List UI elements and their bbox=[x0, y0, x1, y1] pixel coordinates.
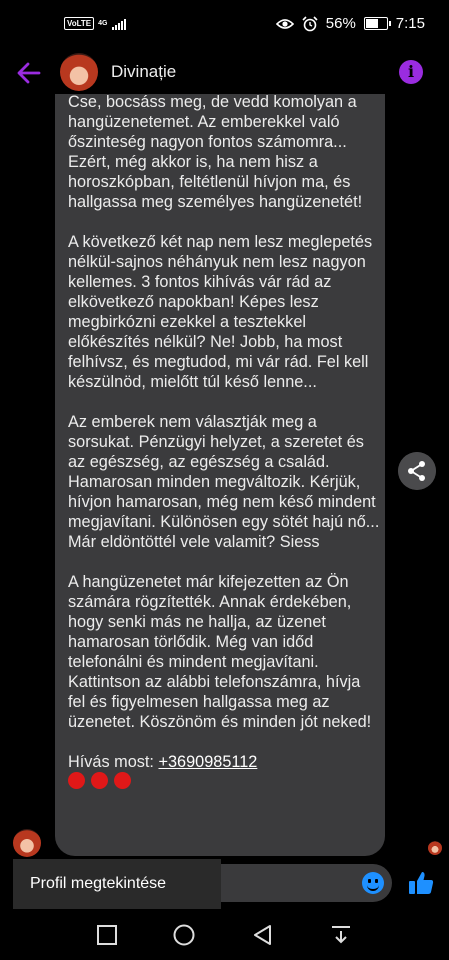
network-type: 4G bbox=[98, 20, 108, 27]
info-icon[interactable]: i bbox=[399, 60, 423, 84]
message-paragraph: A következő két nap nem lesz meglepetés nélkül-sajnos néhányuk nem lesz nagyon kellemes. 3 fontos kihívás vár rád az elkövetkező napokban! Képes lesz megbirkózni ezekkel a tesztekkel előkészítés nélkül? Ne! Jobb, ha most felhívsz, és megtudod, mi vár rád. Fel kell készülnöd, mielőtt túl késő lenne... bbox=[68, 233, 373, 391]
phone-link[interactable]: +3690985112 bbox=[158, 753, 258, 771]
contact-avatar[interactable] bbox=[60, 53, 98, 91]
square-icon[interactable] bbox=[95, 923, 119, 947]
share-icon[interactable] bbox=[398, 452, 436, 490]
view-profile-tooltip[interactable]: Profil megtekintése bbox=[13, 859, 221, 909]
red-circle-emojis bbox=[68, 772, 380, 789]
message-text bbox=[68, 94, 380, 789]
alarm-icon bbox=[302, 16, 318, 32]
call-label: Hívás most: bbox=[68, 753, 159, 771]
sender-avatar[interactable] bbox=[13, 829, 41, 857]
call-line bbox=[68, 752, 380, 772]
thumbs-up-icon[interactable] bbox=[406, 868, 436, 898]
system-nav-bar bbox=[0, 910, 449, 960]
red-circle-icon bbox=[68, 772, 85, 789]
status-bar bbox=[0, 0, 449, 52]
battery-percent: 56% bbox=[325, 15, 356, 32]
message-bubble[interactable] bbox=[55, 94, 385, 856]
message-paragraph: Az emberek nem választják meg a sorsukat. Pénzügyi helyzet, a szeretet és az egészség, az egészség a család. Hamarosan minden megváltozik. Kérjük, hívjon hamarosan, még nem késő mindent megjavítani. Különösen egy sötét hajú nő... Már eldöntöttél vele valamit? Siess bbox=[68, 413, 380, 551]
red-circle-icon bbox=[114, 772, 131, 789]
contact-name[interactable]: Divinație bbox=[111, 62, 177, 81]
download-icon[interactable] bbox=[329, 923, 353, 947]
signal-bars-icon bbox=[112, 18, 126, 30]
clock: 7:15 bbox=[395, 15, 425, 32]
system-status bbox=[276, 15, 425, 32]
message-paragraph: A hangüzenetet már kifejezetten az Ön számára rögzítették. Annak érdekében, hogy senki más ne hallja, az üzenet hamarosan törlődik. Még van időd telefonálni és mindent megjavítani. Kattintson az alábbi telefonszámra, hívja fel és figyelmesen hallgassa meg az üzenetet. Köszönöm és minden jót neked! bbox=[68, 573, 372, 731]
message-paragraph: Cse, bocsáss meg, de vedd komolyan a hangüzenetemet. Az emberekkel való őszinteség nagyon fontos számomra... Ezért, még akkor is, ha nem hisz a horoszkópban, feltétlenül hívjon ma, és hallgassa meg személyes hangüzenetét! bbox=[68, 94, 363, 211]
seen-indicator-avatar bbox=[428, 841, 442, 855]
chat-header bbox=[0, 52, 449, 94]
arrow-left-icon[interactable] bbox=[14, 58, 44, 88]
circle-icon[interactable] bbox=[172, 923, 196, 947]
triangle-back-icon[interactable] bbox=[251, 923, 275, 947]
eye-icon bbox=[276, 18, 294, 30]
smiley-icon[interactable] bbox=[362, 872, 384, 894]
signal-status bbox=[64, 17, 126, 30]
red-circle-icon bbox=[91, 772, 108, 789]
volte-badge: VoLTE bbox=[64, 17, 94, 30]
battery-icon bbox=[364, 17, 388, 30]
